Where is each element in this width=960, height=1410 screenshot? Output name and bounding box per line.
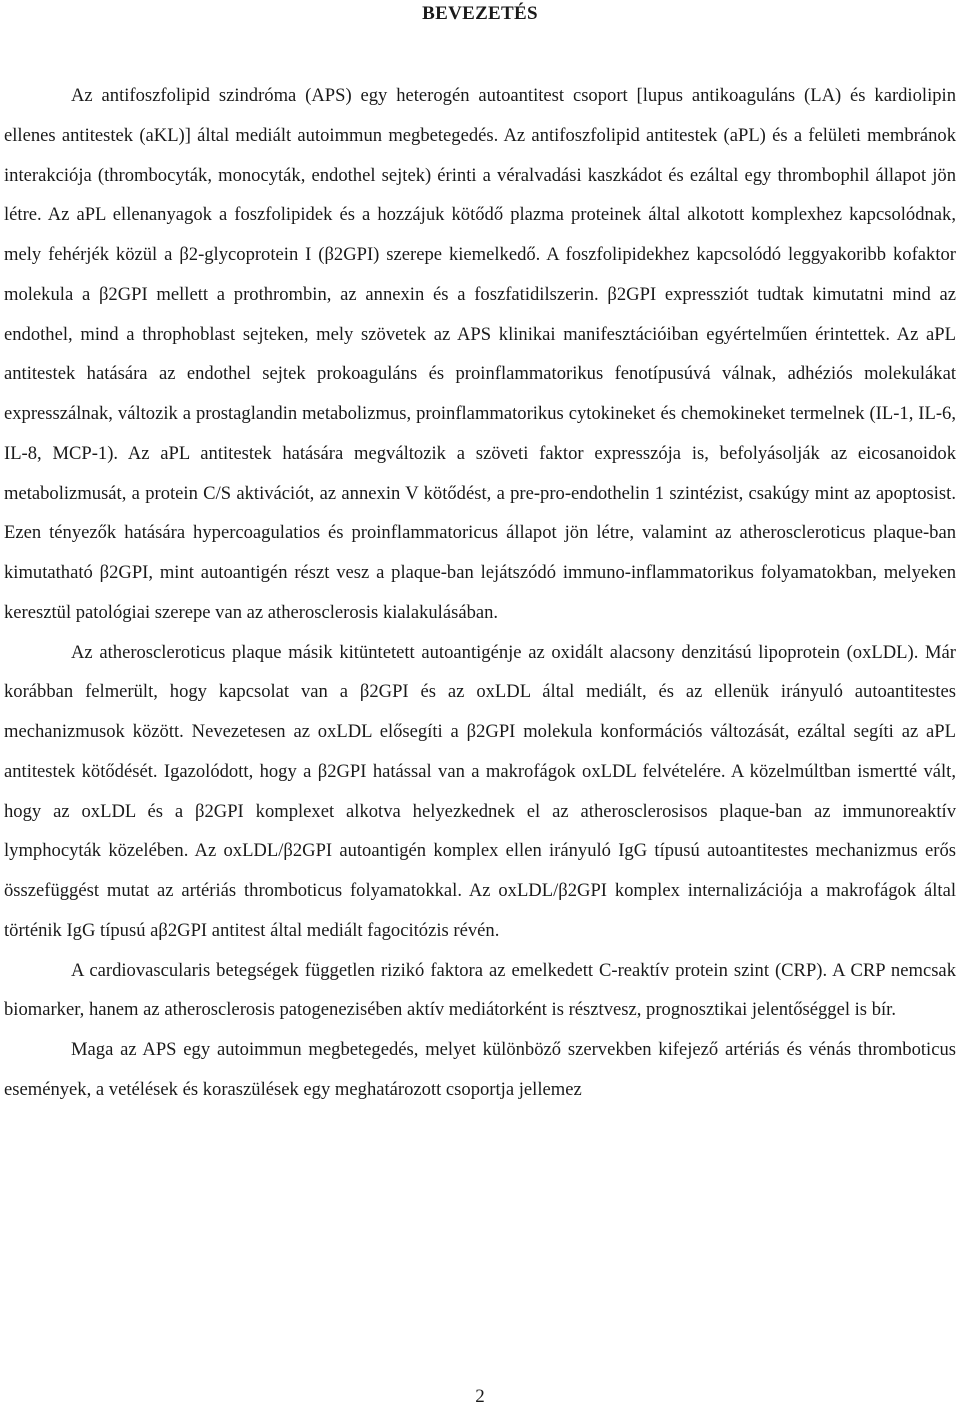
paragraph-aps-intro: Az antifoszfolipid szindróma (APS) egy heterogén autoantitest csoport [lupus antikoaguláns (LA) és kardiolipin ellenes antitestek (aKL)] által mediált autoimmun megbetegedés. Az antifoszfolipid antitestek (aPL) és a felületi membránok interakciója (thrombocyták, monocyták, endothel sejtek) érinti a véralvadási kaszkádot és ezáltal egy thrombophil állapot jön létre. Az aPL ellenanyagok a foszfolipidek és a hozzájuk kötődő plazma proteinek által alkotott komplexhez kapcsolódnak, mely fehérjék közül a β2-glycoprotein I (β2GPI) szerepe kiemelkedő. A foszfolipidekhez kapcsolódó leggyakoribb kofaktor molekula a β2GPI mellett a prothrombin, az annexin és a foszfatidilszerin. β2GPI expressziót tudtak kimutatni mind az endothel, mind a throphoblast sejteken, mely szövetek az APS klinikai manifesztációiban egyértelműen érintettek. Az aPL antitestek hatására az endothel sejtek prokoaguláns és proinflammatorikus fenotípusúvá válnak, adhéziós molekulákat expresszálnak, változik a prostaglandin metabolizmus, proinflammatorikus cytokineket és chemokineket termelnek (IL-1, IL-6, IL-8, MCP-1). Az aPL antitestek hatására megváltozik a szöveti faktor expresszója is, befolyásolják az eicosanoidok metabolizmusát, a protein C/S aktivációt, az annexin V kötődést, a pre-pro-endothelin 1 szintézist, csakúgy mint az apoptosist. Ezen tényezők hatására hypercoagulatios és proinflammatoricus állapot jön létre, valamint az atheroscleroticus plaque-ban kimutatható β2GPI, mint autoantigén részt vesz a plaque-ban lejátszódó immuno-inflammatorikus folyamatokban, melyeken keresztül patológiai szerepe van az atherosclerosis kialakulásában. xyxy=(4,85,956,623)
section-heading: BEVEZETÉS xyxy=(422,3,538,24)
body-text xyxy=(4,76,956,1110)
paragraph-crp: A cardiovascularis betegségek független rizikó faktora az emelkedett C-reaktív protein szint (CRP). A CRP nemcsak biomarker, hanem az atherosclerosis patogenezisében aktív mediátorként is résztvesz, prognosztikai jelentőséggel is bír. xyxy=(4,959,956,1021)
paragraph-aps-events: Maga az APS egy autoimmun megbetegedés, melyet különböző szervekben kifejező artériás és vénás thromboticus események, a vetélések és koraszülések egy meghatározott csoportja jellemez xyxy=(4,1039,956,1100)
paragraph-oxldl: Az atheroscleroticus plaque másik kitüntetett autoantigénje az oxidált alacsony denzitású lipoprotein (oxLDL). Már korábban felmerült, hogy kapcsolat van a β2GPI és az oxLDL által mediált, és az ellenük irányuló autoantitestes mechanizmusok között. Nevezetesen az oxLDL elősegíti a β2GPI molekula konformációs változását, ezáltal segíti az aPL antitestek kötődését. Igazolódott, hogy a β2GPI hatással van a makrofágok oxLDL felvételére. A közelmúltban ismertté vált, hogy az oxLDL és a β2GPI komplexet alkotva helyezkednek el az atherosclerosisos plaque-ban az immunoreaktív lymphocyták közelében. Az oxLDL/β2GPI autoantigén komplex ellen irányuló IgG típusú autoantitestes mechanizmus erős összefüggést mutat az artériás thromboticus folyamatokkal. Az oxLDL/β2GPI komplex internalizációja a makrofágok által történik IgG típusú aβ2GPI antitest által mediált fagocitózis révén. xyxy=(4,641,956,941)
page-number: 2 xyxy=(475,1386,485,1407)
